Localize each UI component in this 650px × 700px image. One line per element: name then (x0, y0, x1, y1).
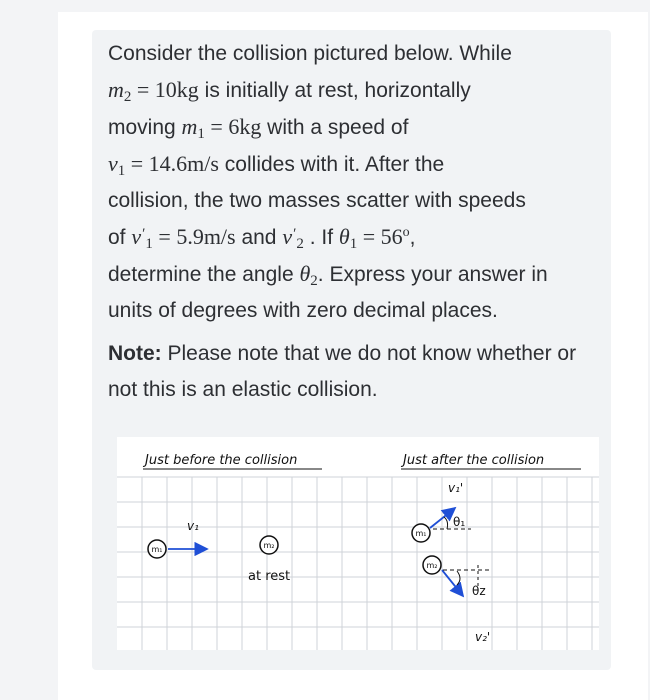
mass-m2-before-label: m₂ (263, 541, 275, 550)
note-text: Please note that we do not know whether or not this is an elastic collision. (108, 342, 577, 401)
title-before: Just before the collision (145, 453, 298, 468)
grid-lines (117, 477, 599, 650)
collision-figure (117, 437, 599, 650)
mass-m2-after-label: m₂ (426, 561, 438, 570)
note-paragraph (108, 336, 603, 408)
velocity-v2prime-arrow (442, 570, 463, 596)
at-rest-label: at rest (248, 569, 291, 584)
velocity-v1-label: v₁ (187, 519, 199, 533)
mass-m1-before-label: m₁ (151, 545, 163, 554)
theta2-arc (457, 571, 460, 585)
problem-statement: Consider the collision pictured below. While $m_2 = 10kg$ is initially at rest, horizontally moving $m_1 = 6kg$ with a speed of $v_1 = 14.6m/s$ collides with it. After the collision, the two masses scatter with speeds of $v'_1 = 5.9m/s$ and $v'_2$ . If $\theta_1 = 56^o$, determine the angle $\theta_2$. Express your answer in units of degrees with zero decimal places. (108, 42, 548, 322)
note-label: Note: (108, 342, 162, 365)
theta2-label: θz (472, 584, 486, 598)
title-after: Just after the collision (403, 453, 545, 468)
theta1-label: θ₁ (453, 515, 466, 529)
velocity-v2prime-label: v₂' (475, 630, 491, 644)
velocity-v1prime-label: v₁' (448, 481, 464, 495)
mass-m1-after-label: m₁ (415, 529, 427, 538)
